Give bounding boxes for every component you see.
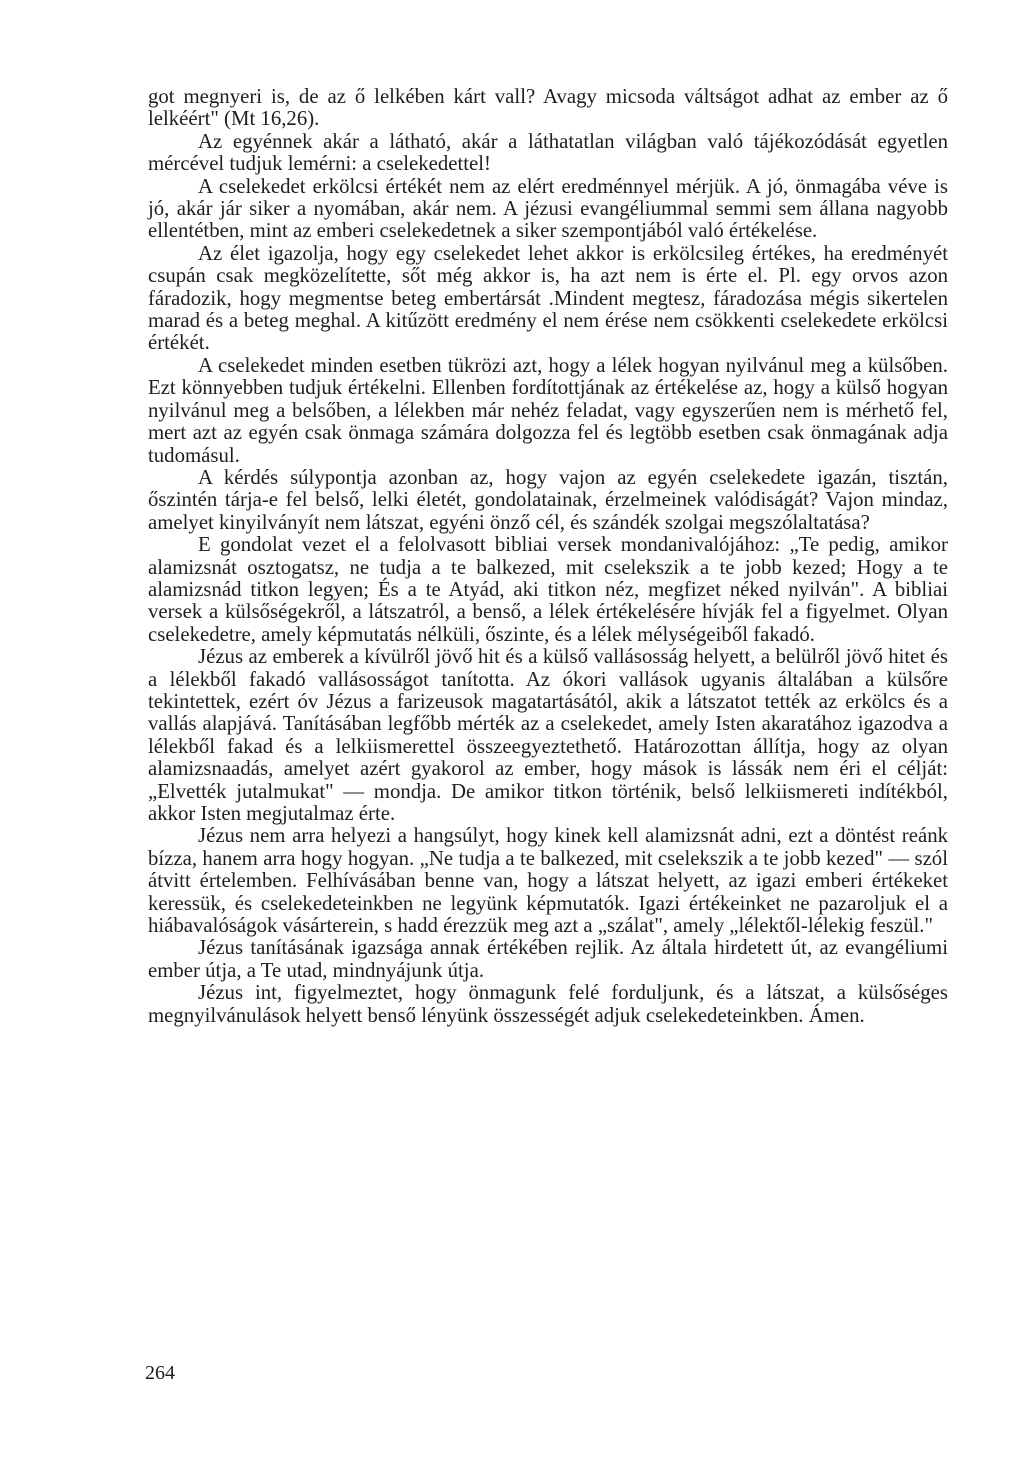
page-number: 264 (145, 1362, 175, 1384)
paragraph-closing: Jézus int, figyelmeztet, hogy önmagunk felé forduljunk, és a látszat, a külsőséges megnyilvánulások helyett benső lényünk összességét adjuk cselekedeteinkben. Ámen. (148, 981, 948, 1027)
paragraph: Az élet igazolja, hogy egy cselekedet lehet akkor is erkölcsileg értékes, ha eredményét csupán csak megközelítette, sőt még akkor is, ha azt nem is érte el. Pl. egy orvos azon fáradozik, hogy megmentse beteg embertársát .Mindent megtesz, fáradozása mégis sikertelen marad és a beteg meghal. A kitűzött eredmény el nem érése nem csökkenti cselekedete erkölcsi értékét. (148, 241, 948, 355)
paragraph-continuation: got megnyeri is, de az ő lelkében kárt vall? Avagy micsoda váltságot adhat az ember az ő lelkéért" (Mt 16,26). (148, 85, 948, 131)
paragraph: Jézus nem arra helyezi a hangsúlyt, hogy kinek kell alamizsnát adni, ezt a döntést reánk bízza, hanem arra hogy hogyan. „Ne tudja a te balkezed, mit cselekszik a te jobb kezed" — szól átvitt értelemben. Felhívásában benne van, hogy a látszat helyett, az igazi emberi értékeket keressük, és cselekedeteinkben ne legyünk képmutatók. Igazi értékeinket ne pazaroljuk el a hiábavalóságok vásárterein, s hadd érezzük meg azt a „szálat", amely „lélektől-lélekig feszül." (148, 824, 948, 938)
paragraph: A cselekedet erkölcsi értékét nem az elért eredménnyel mérjük. A jó, önmagába véve is jó, akár jár siker a nyomában, akár nem. A jézusi evangéliummal semmi sem állana nagyobb ellentétben, mint az emberi cselekedetnek a siker szempontjából való értékelése. (148, 174, 948, 243)
paragraph: A kérdés súlypontja azonban az, hogy vajon az egyén cselekedete igazán, tisztán, őszintén tárja-e fel belső, lelki életét, gondolatainak, érzelmeinek valódiságát? Vajon mindaz, amelyet kinyilványít nem látszat, egyéni önző cél, és szándék szolgai megszólaltatása? (148, 465, 948, 534)
paragraph: Az egyénnek akár a látható, akár a láthatatlan világban való tájékozódását egyetlen mércével tudjuk lemérni: a cselekedettel! (148, 129, 948, 176)
paragraph: Jézus az emberek a kívülről jövő hit és a külső vallásosság helyett, a belülről jövő hitet és a lélekből fakadó vallásosságot tanította. Az ókori vallások ugyanis általában a külsőre tekintettek, ezért óv Jézus a farizeusok magatartásától, akik a látszatot tették az erkölcs és a vallás alapjává. Tanításában legfőbb mérték az a cselekedet, amely Isten akaratához igazodva a lélekből fakad és a lelkiismerettel összeegyeztethető. Határozottan állítja, hogy az olyan alamizsnaadás, amelyet azért gyakorol az ember, hogy mások is lássák nem éri el célját: „Elvették jutalmukat" — mondja. De amikor titkon történik, belső lelkiismereti indítékból, akkor Isten megjutalmaz érte. (148, 645, 948, 825)
paragraph: Jézus tanításának igazsága annak értékében rejlik. Az általa hirdetett út, az evangéliumi ember útja, a Te utad, mindnyájunk útja. (148, 936, 948, 982)
page-body (148, 86, 948, 1027)
paragraph: E gondolat vezet el a felolvasott bibliai versek mondanivalójához: „Te pedig, amikor alamizsnát osztogatsz, ne tudja a te balkezed, mit cselekszik a te jobb kezed; Hogy a te alamizsnád titkon legyen; És a te Atyád, aki titkon néz, megfizet néked nyilván". A bibliai versek a külsőségekről, a látszatról, a benső, a lélek értékelésére hívják fel a figyelmet. Olyan cselekedetre, amely képmutatás nélküli, őszinte, és a lélek mélységeiből fakadó. (148, 533, 948, 646)
paragraph: A cselekedet minden esetben tükrözi azt, hogy a lélek hogyan nyilvánul meg a külsőben. Ezt könnyebben tudjuk értékelni. Ellenben fordítottjának az értékelése az, hogy a külső hogyan nyilvánul meg a belsőben, a lélekben már nehéz feladat, vagy egyszerűen nem is mérhető fel, mert azt az egyén csak önmaga számára dolgozza fel és legtöbb esetben csak önmagának adja tudomásul. (148, 353, 948, 467)
